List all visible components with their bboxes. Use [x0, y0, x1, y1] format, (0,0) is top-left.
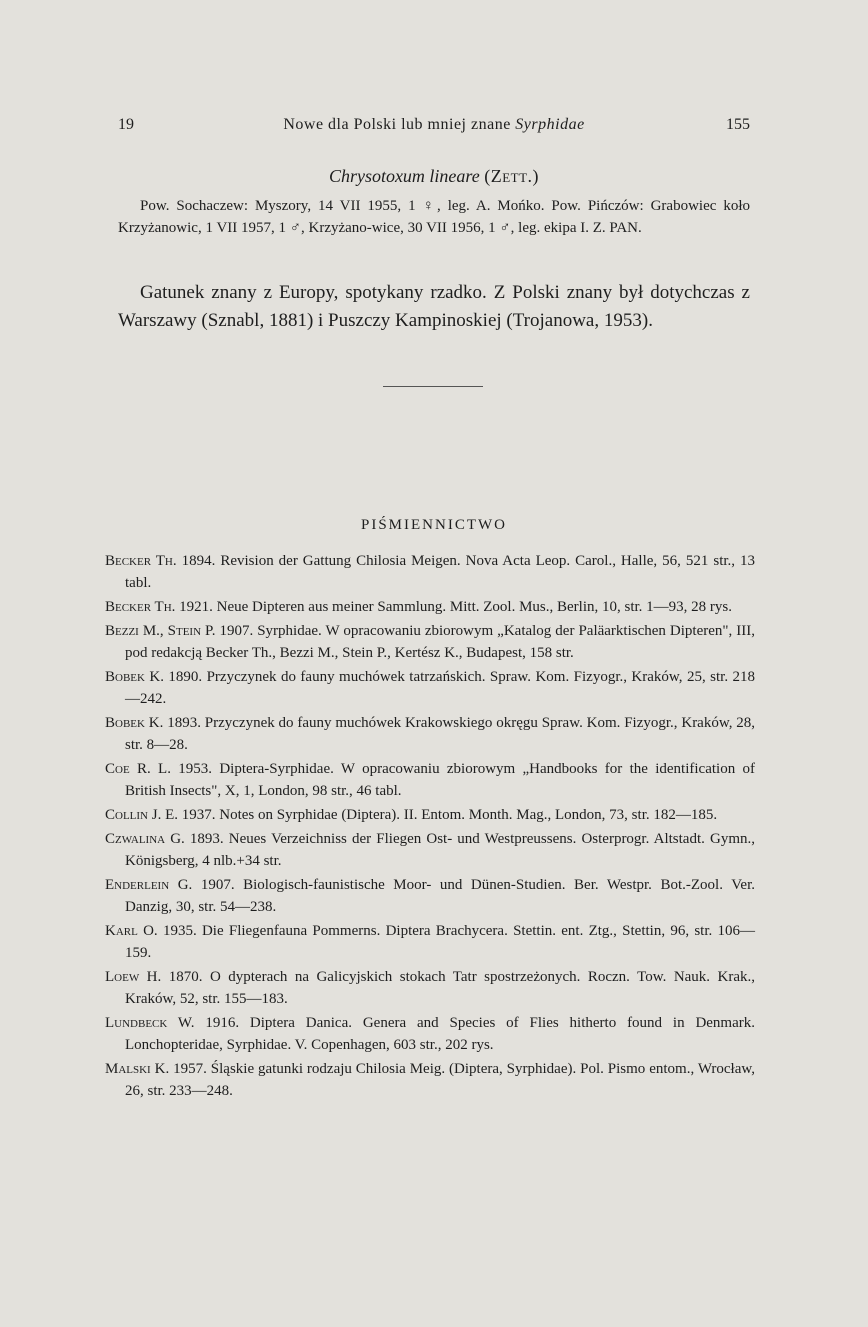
reference-text: 1870. O dypterach na Galicyjskich stokach Tatr spostrzeżonych. Roczn. Tow. Nauk. Krak., Kraków, 52, str. 155—183.: [125, 969, 756, 1007]
reference-author: Becker Th.: [105, 599, 176, 615]
reference-item: [105, 620, 755, 664]
reference-text: 1907. Syrphidae. W opracowaniu zbiorowym „Katalog der Paläarktischen Dipteren", III, pod redakcją Becker Th., Bezzi M., Stein P., Kertész K., Budapest, 158 str.: [125, 623, 755, 661]
reference-item: [105, 1012, 755, 1056]
section-divider: [383, 386, 483, 387]
reference-item: [105, 874, 755, 918]
reference-list: [105, 550, 755, 1104]
reference-item: [105, 828, 755, 872]
reference-text: 1921. Neue Dipteren aus meiner Sammlung. Mitt. Zool. Mus., Berlin, 10, str. 1—93, 28 rys.: [179, 599, 733, 615]
reference-item: [105, 596, 755, 618]
reference-author: Becker Th.: [105, 553, 177, 569]
header-left-number: 19: [118, 116, 134, 133]
reference-item: [105, 1058, 755, 1102]
reference-item: [105, 550, 755, 594]
species-name: Chrysotoxum lineare: [328, 166, 480, 186]
literature-heading: PIŚMIENNICTWO: [361, 517, 507, 533]
running-header: [118, 116, 750, 140]
reference-author: Collin J. E.: [105, 807, 178, 823]
reference-author: Bobek K.: [105, 715, 164, 731]
reference-author: Lundbeck W.: [105, 1015, 195, 1031]
reference-text: 1894. Revision der Gattung Chilosia Meigen. Nova Acta Leop. Carol., Halle, 56, 521 str., 13 tabl.: [125, 553, 756, 591]
reference-item: [105, 920, 755, 964]
distribution-comment: [118, 279, 750, 335]
species-heading: [0, 166, 868, 187]
reference-text: 1916. Diptera Danica. Genera and Species of Flies hitherto found in Denmark. Lonchopteridae, Syrphidae. V. Copenhagen, 603 str., 202 rys.: [125, 1015, 756, 1053]
reference-author: Karl O.: [105, 923, 158, 939]
reference-author: Coe R. L.: [105, 761, 171, 777]
reference-text: 1953. Diptera-Syrphidae. W opracowaniu zbiorowym „Handbooks for the identification of British Insects", X, 1, London, 98 str., 46 tabl.: [125, 761, 755, 799]
reference-text: 1937. Notes on Syrphidae (Diptera). II. Entom. Month. Mag., London, 73, str. 182—185.: [181, 807, 718, 823]
header-title-italic: Syrphidae: [515, 116, 585, 133]
reference-author: Bobek K.: [105, 669, 164, 685]
reference-author: Malski K.: [105, 1061, 170, 1077]
header-title: [118, 116, 750, 134]
reference-author: Loew H.: [105, 969, 162, 985]
reference-author: Bezzi M., Stein P.: [105, 623, 216, 639]
comment-paragraph: Gatunek znany z Europy, spotykany rzadko. Z Polski znany był dotychczas z Warszawy (Sznabl, 1881) i Puszczy Kampinoskiej (Trojanowa, 1953).: [118, 282, 750, 331]
reference-item: [105, 666, 755, 710]
species-author: (Zett.): [484, 166, 540, 186]
specimen-record: [118, 195, 750, 239]
reference-item: [105, 966, 755, 1010]
reference-text: 1893. Przyczynek do fauny muchówek Krakowskiego okręgu Spraw. Kom. Fizyogr., Kraków, 28, str. 8—28.: [125, 715, 756, 753]
reference-item: [105, 804, 755, 826]
record-paragraph: Pow. Sochaczew: Myszory, 14 VII 1955, 1 ♀, leg. A. Mońko. Pow. Pińczów: Grabowiec koło Krzyżanowic, 1 VII 1957, 1 ♂, Krzyżano-wice, 30 VII 1956, 1 ♂, leg. ekipa I. Z. PAN.: [118, 198, 750, 236]
reference-author: Czwalina G.: [105, 831, 185, 847]
page-number: 155: [726, 116, 750, 133]
reference-text: 1957. Śląskie gatunki rodzaju Chilosia Meig. (Diptera, Syrphidae). Pol. Pismo entom., Wrocław, 26, str. 233—248.: [125, 1061, 755, 1099]
reference-item: [105, 758, 755, 802]
reference-text: 1893. Neues Verzeichniss der Fliegen Ost- und Westpreussens. Osterprogr. Altstadt. Gymn., Königsberg, 4 nlb.+34 str.: [125, 831, 755, 869]
reference-text: 1935. Die Fliegenfauna Pommerns. Diptera Brachycera. Stettin. ent. Ztg., Stettin, 96, str. 106—159.: [125, 923, 756, 961]
reference-text: 1907. Biologisch-faunistische Moor- und Dünen-Studien. Ber. Westpr. Bot.-Zool. Ver. Danzig, 30, str. 54—238.: [125, 877, 755, 915]
reference-author: Enderlein G.: [105, 877, 193, 893]
reference-text: 1890. Przyczynek do fauny muchówek tatrzańskich. Spraw. Kom. Fizyogr., Kraków, 25, str. 218—242.: [125, 669, 755, 707]
header-title-text: Nowe dla Polski lub mniej znane: [283, 116, 511, 133]
reference-item: [105, 712, 755, 756]
